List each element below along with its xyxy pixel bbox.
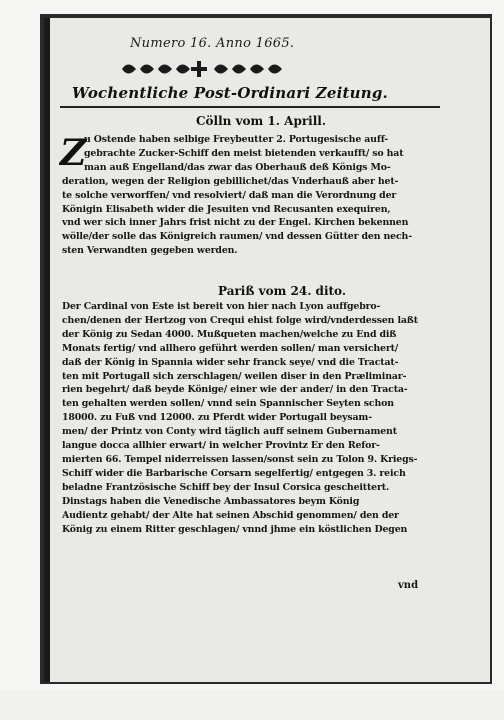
text-line: 18000. zu Fuß vnd 12000. zu Pferdt wider Portugall beysam- — [62, 412, 372, 424]
text-line: Der Cardinal von Este ist bereit von hier nach Lyon auffgebro- — [62, 301, 381, 312]
text-line: man auß Engelland/das zwar das Oberhauß deß Königs Mo- — [84, 161, 391, 173]
text-line: König zu einem Ritter geschlagen/ vnnd jhme ein köstlichen Degen — [62, 523, 408, 535]
text-line: Audientz gehabt/ der Alte hat seinen Abschid genommen/ den der — [62, 509, 399, 521]
text-line: rien begehrt/ daß beyde Könige/ einer wie der ander/ in den Tracta- — [62, 384, 408, 396]
text-line: Schiff wider die Barbarische Corsarn segelfertig/ entgegen 3. reich — [62, 467, 406, 479]
text-line: langue docca allhier erwart/ in welcher Provintz Er den Refor- — [62, 440, 380, 452]
text-line: sten Verwandten gegeben werden. — [62, 245, 238, 257]
scan-bottom-margin — [0, 690, 504, 720]
dateline-paris: Pariß vom 24. dito. — [218, 284, 347, 298]
text-line: vnd wer sich inner Jahrs frist nicht zu der Engel. Kirchen bekennen — [62, 217, 409, 229]
text-line: ten mit Portugall sich zerschlagen/ weilen diser in den Præliminar- — [62, 370, 407, 382]
text-line: beladne Frantzösische Schiff bey der Insul Corsica gescheittert. — [62, 481, 390, 493]
issue-number-line: Numero 16. Anno 1665. — [130, 36, 295, 51]
catchword: vnd — [398, 580, 419, 591]
text-line: ten gehalten werden sollen/ vnnd sein Spannischer Seyten schon — [62, 398, 394, 410]
article-cologne — [62, 133, 444, 258]
newspaper-title: Wochentliche Post-Ordinari Zeitung. — [72, 84, 388, 102]
decorative-ornament-row — [118, 58, 288, 80]
text-line: u Ostende haben selbige Freybeutter 2. Portugesische auff- — [84, 134, 389, 145]
text-line: deration, wegen der Religion gebillichet/das Vnderhauß aber het- — [62, 175, 399, 187]
text-line: te solche verworffen/ vnd resolviert/ daß man die Verordnung der — [62, 189, 397, 201]
text-line: Dinstags haben die Venedische Ambassatores beym König — [62, 495, 360, 507]
text-line: Monats fertig/ vnd allhero geführt werden sollen/ man versichert/ — [62, 342, 399, 354]
text-line: wölle/der solle das Königreich raumen/ vnd dessen Gütter den nech- — [62, 231, 412, 243]
drop-capital: Z — [60, 132, 87, 174]
text-line: mierten 66. Tempel niderreissen lassen/sonst sein zu Tolon 9. Kriegs- — [62, 453, 418, 465]
text-line: Königin Elisabeth wider die Jesuiten vnd Recusanten exequiren, — [62, 203, 391, 215]
text-line: der König zu Sedan 4000. Mußqueten machen/welche zu End diß — [62, 328, 397, 340]
text-line: men/ der Printz von Conty wird täglich auff seinem Gubernament — [62, 426, 397, 438]
text-line: gebrachte Zucker-Schiff den meist bietenden verkaufft/ so hat — [84, 147, 404, 159]
title-rule — [60, 106, 440, 108]
article-paris — [62, 300, 444, 536]
text-line: daß der König in Spannia wider sehr franck seye/ vnd die Tractat- — [62, 356, 399, 368]
dateline-cologne: Cölln vom 1. Aprill. — [196, 114, 327, 128]
text-line: chen/denen der Hertzog von Crequi ehist folge wird/vnderdessen laßt — [62, 314, 418, 326]
